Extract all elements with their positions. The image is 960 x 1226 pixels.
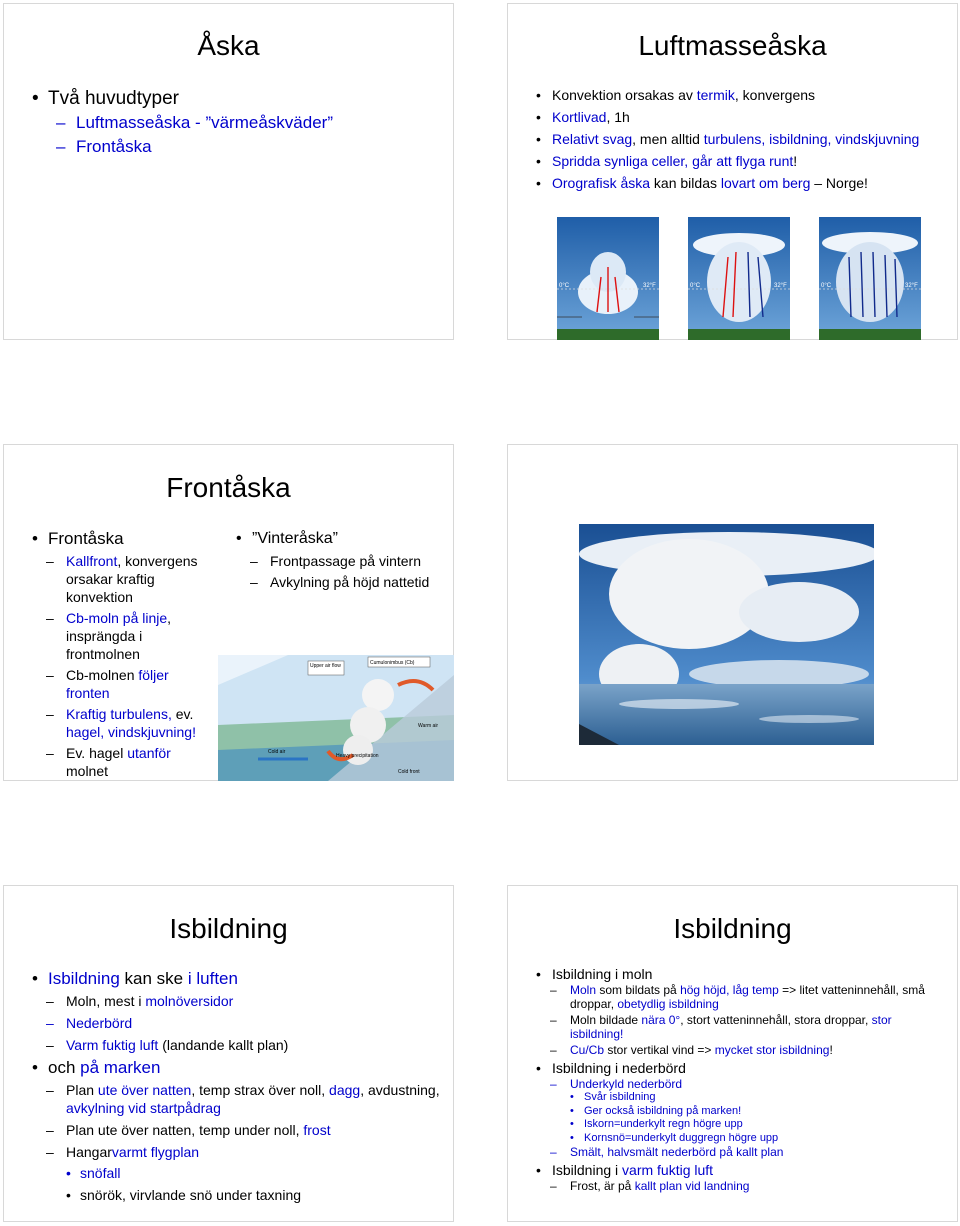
sub-cooling: – Avkylning på höjd nattetid: [250, 573, 436, 591]
bullet-list-left: [32, 528, 214, 780]
temp-label-f: 32°F: [905, 283, 918, 289]
bullet-list: [32, 968, 442, 1204]
cold-front-diagram: [218, 655, 454, 781]
sub-cucb: – Cu/Cb stor vertikal vind => mycket stor isbildning!: [550, 1043, 936, 1057]
slide-frontaska: [3, 444, 454, 781]
diagram-label-front: Cold front: [398, 769, 420, 775]
bullet-convection: • Konvektion orsakas av termik, konvergens: [536, 85, 936, 105]
sub-front-passage: – Frontpassage på vintern: [250, 552, 436, 570]
bullet-scattered: • Spridda synliga celler, går att flyga runt!: [536, 151, 936, 171]
sub-precip: – Nederbörd: [46, 1014, 442, 1032]
bullet-icing-air: • Isbildning kan ske i luften: [32, 968, 442, 990]
sub2-snow-grains: • Kornsnö=underkylt duggregn högre upp: [570, 1132, 936, 1146]
diagram-label-upper: Upper air flow: [310, 663, 341, 669]
diagram-label-cb: Cumulonimbus (Cb): [370, 660, 415, 666]
sub-hail: – Ev. hagel utanför molnet: [46, 744, 214, 780]
sub-clouds: – Moln, mest i molnöversidor: [46, 992, 442, 1010]
temp-label-c: 0°C: [559, 283, 570, 289]
sub-cold-front: – Kallfront, konvergens orsakar kraftig konvektion: [46, 552, 214, 606]
slide-title: Isbildning: [169, 913, 288, 944]
slide-isbildning-1: [3, 885, 454, 1222]
sub2-ground-icing: • Ger också isbildning på marken!: [570, 1105, 936, 1119]
sub2-snowfall: • snöfall: [66, 1164, 442, 1182]
temp-label-f: 32°F: [643, 283, 656, 289]
bullet-weak: • Relativt svag, men alltid turbulens, isbildning, vindskjuvning: [536, 129, 936, 149]
diagram-label-warm: Warm air: [418, 723, 439, 729]
storm-stage-diagram-3: [819, 217, 921, 340]
sub-overnight-dew: – Plan ute över natten, temp strax över noll, dagg, avdustning, avkylning vid startpådrag: [46, 1081, 442, 1117]
bullet-list-right: [236, 528, 436, 591]
storm-stage-diagram-2: [688, 217, 790, 340]
slide-title: Åska: [197, 30, 260, 61]
sub-near-zero: – Moln bildade nära 0°, stort vatteninnehåll, stora droppar, stor isbildning!: [550, 1013, 936, 1041]
bullet-list: [536, 965, 936, 1193]
slide-aska: [3, 3, 454, 340]
slide-luftmasseaska: [507, 3, 958, 340]
sub2-severe: • Svår isbildning: [570, 1091, 936, 1105]
bullet-list: [536, 85, 936, 193]
slide-title: Luftmasseåska: [638, 30, 827, 61]
sub-cb-line: – Cb-moln på linje, insprängda i frontmolnen: [46, 609, 214, 663]
diagram-label-cold: Cold air: [268, 749, 286, 755]
storm-stage-1-illustration: [557, 217, 659, 340]
storm-stage-3-illustration: [819, 217, 921, 340]
sub-airmass: – Luftmasseåska - ”värmeåskväder”: [56, 111, 432, 135]
cumulonimbus-photo-illustration: [579, 524, 874, 745]
slide-title: Isbildning: [673, 913, 792, 944]
sub-turbulence: – Kraftig turbulens, ev. hagel, vindskjuvning!: [46, 705, 214, 741]
sub-high-cloud: – Moln som bildats på hög höjd, låg temp => litet vatteninnehåll, små droppar, obetydlig isbildning: [550, 983, 936, 1011]
storm-stage-2-illustration: [688, 217, 790, 340]
cold-front-illustration: [218, 655, 454, 781]
sub-frontal: – Frontåska: [56, 135, 432, 159]
temp-label-c: 0°C: [690, 283, 701, 289]
slide-cb-photo: [507, 444, 958, 781]
sub-melted: – Smält, halvsmält nederbörd på kallt plan: [550, 1145, 936, 1159]
storm-stage-diagram-1: [557, 217, 659, 340]
sub2-blowing-snow: • snörök, virvlande snö under taxning: [66, 1186, 442, 1204]
sub-warm-moist: – Varm fuktig luft (landande kallt plan): [46, 1036, 442, 1054]
sub-supercooled: – Underkyld nederbörd: [550, 1077, 936, 1091]
bullet-icing-ground: • och på marken: [32, 1057, 442, 1079]
temp-label-c: 0°C: [821, 283, 832, 289]
cumulonimbus-photo: [579, 524, 874, 745]
bullet-orographic: • Orografisk åska kan bildas lovart om berg – Norge!: [536, 173, 936, 193]
bullet-icing-warm: • Isbildning i varm fuktig luft: [536, 1161, 936, 1179]
bullet-icing-precip: • Isbildning i nederbörd: [536, 1059, 936, 1077]
bullet-icing-cloud: • Isbildning i moln: [536, 965, 936, 983]
bullet-winter-thunder: • ”Vinteråska”: [236, 528, 436, 550]
sub2-ice-pellets: • Iskorn=underkylt regn högre upp: [570, 1118, 936, 1132]
bullet-short-lived: • Kortlivad, 1h: [536, 107, 936, 127]
sub-cb-follow: – Cb-molnen följer fronten: [46, 666, 214, 702]
sub-frost-landing: – Frost, är på kallt plan vid landning: [550, 1179, 936, 1193]
bullet-two-types: • Två huvudtyper: [32, 86, 432, 111]
diagram-label-precip: Heavy precipitation: [336, 753, 379, 759]
slide-isbildning-2: [507, 885, 958, 1222]
sub-hangar: – Hangarvarmt flygplan: [46, 1143, 442, 1161]
slide-title: Frontåska: [166, 472, 291, 503]
sub-overnight-frost: – Plan ute över natten, temp under noll, frost: [46, 1121, 442, 1139]
bullet-frontaska: • Frontåska: [32, 528, 214, 550]
temp-label-f: 32°F: [774, 283, 787, 289]
bullet-list: [32, 86, 432, 159]
